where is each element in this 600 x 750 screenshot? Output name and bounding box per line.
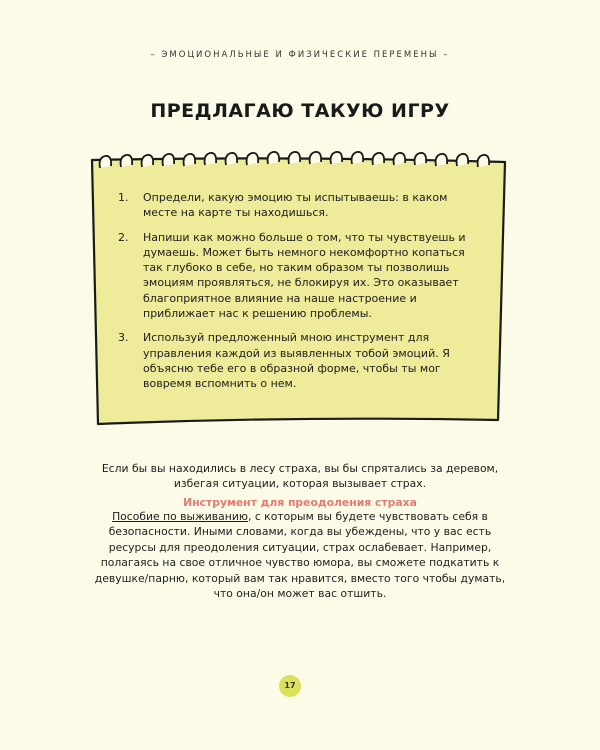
list-item — [118, 230, 478, 322]
page-number-badge: 17 — [279, 675, 301, 697]
list-item-text: Напиши как можно больше о том, что ты чувствуешь и думаешь. Может быть немного некомфортно копаться так глубоко в себе, но таким образом ты позволишь эмоциям проявляться, не блокируя их. Это оказывает благоприятное влияние на наше настроение и приближает нас к решению проблемы. — [143, 230, 466, 321]
tool-paragraph-text: , с которым вы будете чувствовать себя в безопасности. Иными словами, когда вы убеждены, что у вас есть ресурсы для преодоления ситуации, страх ослабевает. Например, полагаясь на свое отличное чувство юмора, вы сможете подкатить к девушке/парню, который вам так нравится, вместо того чтобы думать, что она/он может вас отшить. — [94, 510, 506, 601]
list-item-number: 2. — [118, 230, 129, 244]
running-head: – ЭМОЦИОНАЛЬНЫЕ И ФИЗИЧЕСКИЕ ПЕРЕМЕНЫ – — [150, 50, 450, 60]
list-item — [118, 190, 478, 221]
list-item-number: 3. — [118, 331, 129, 345]
list-item-text: Используй предложенный мною инструмент для управления каждой из выявленных тобой эмоций. Я объясню тебе его в образной форме, чтобы ты мог вовремя вспомнить о нем. — [143, 331, 450, 391]
game-steps-list — [118, 190, 478, 401]
page-title: ПРЕДЛАГАЮ ТАКУЮ ИГРУ — [150, 100, 450, 122]
body-paragraph: Если бы вы находились в лесу страха, вы бы спрятались за деревом, избегая ситуации, которая вызывает страх. — [101, 462, 499, 491]
list-item-text: Определи, какую эмоцию ты испытываешь: в каком месте на карте ты находишься. — [143, 191, 448, 220]
tool-heading: Инструмент для преодоления страха — [183, 496, 417, 509]
tool-paragraph — [90, 509, 510, 601]
list-item — [118, 330, 478, 391]
tool-underlined-term: Пособие по выживанию — [112, 510, 248, 523]
list-item-number: 1. — [118, 191, 129, 204]
